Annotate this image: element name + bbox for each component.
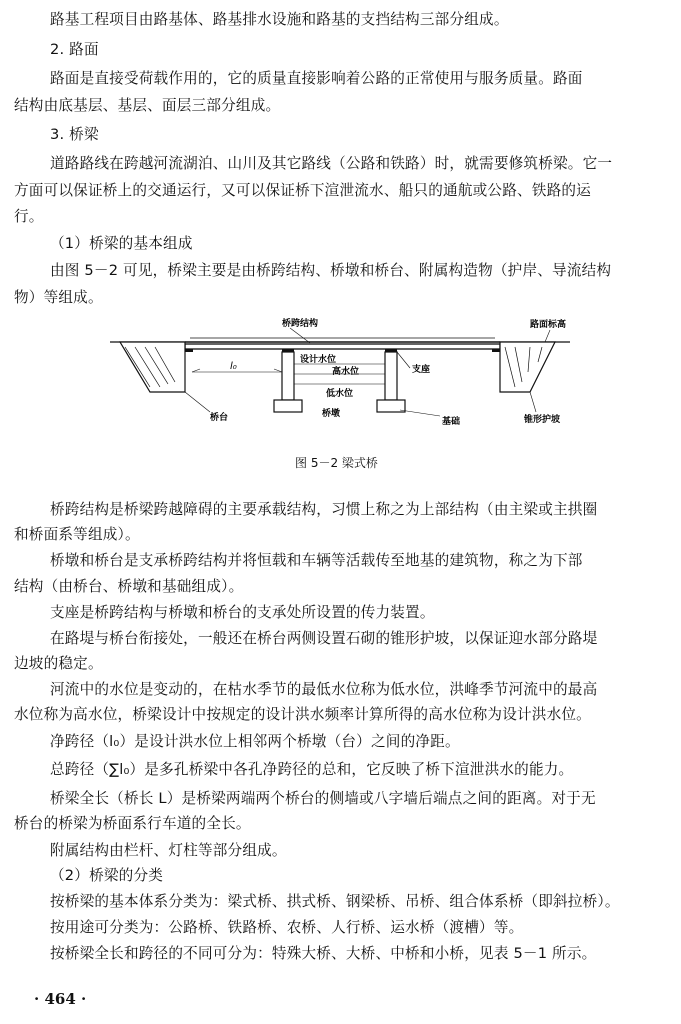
paragraph-line: 结构由底基层、基层、面层三部分组成。	[14, 97, 281, 114]
paragraph-line: 结构（由桥台、桥墩和基础组成）。	[14, 578, 244, 595]
paragraph-line: 按桥梁的基本体系分类为：梁式桥、拱式桥、钢梁桥、吊桥、组合体系桥（即斜拉桥）。	[50, 893, 620, 910]
label-foundation: 基础	[442, 417, 461, 427]
paragraph-line: 道路路线在跨越河流湖泊、山川及其它路线（公路和铁路）时，就需要修筑桥梁。它一	[50, 155, 613, 172]
paragraph-line: 总跨径（∑l₀）是多孔桥梁中各孔净跨径的总和，它反映了桥下渲泄洪水的能力。	[50, 761, 574, 778]
label-design-water-level: 设计水位	[300, 355, 337, 365]
paragraph-line: 边坡的稳定。	[14, 655, 103, 672]
paragraph-line: 按用途可分类为：公路桥、铁路桥、农桥、人行桥、运水桥（渡槽）等。	[50, 919, 524, 936]
paragraph-line: 按桥梁全长和跨径的不同可分为：特殊大桥、大桥、中桥和小桥，见表 5－1 所示。	[50, 945, 597, 962]
page-number: · 464 ·	[34, 990, 87, 1008]
section-heading: 2. 路面	[50, 41, 99, 58]
label-span-structure: 桥跨结构	[282, 319, 319, 329]
label-pier: 桥墩	[322, 409, 341, 419]
label-l0: l₀	[230, 361, 237, 372]
paragraph-line: 物）等组成。	[14, 289, 103, 306]
section-heading: 3. 桥梁	[50, 126, 99, 143]
figure-caption: 图 5－2 梁式桥	[295, 456, 378, 470]
paragraph-line: 桥梁全长（桥长 L）是桥梁两端两个桥台的侧墙或八字墙后端点之间的距离。对于无	[50, 790, 596, 807]
paragraph-line: 方面可以保证桥上的交通运行，又可以保证桥下渲泄流水、船只的通航或公路、铁路的运	[14, 182, 591, 199]
paragraph-line: 在路堤与桥台衔接处，一般还在桥台两侧设置石砌的锥形护坡，以保证迎水部分路堤	[50, 630, 598, 647]
label-deck-elevation: 路面标高	[530, 320, 567, 330]
paragraph-line: 桥墩和桥台是支承桥跨结构并将恒载和车辆等活载传至地基的建筑物，称之为下部	[50, 552, 583, 569]
paragraph-line: 和桥面系等组成）。	[14, 526, 140, 543]
paragraph-line: 净跨径（l₀）是设计洪水位上相邻两个桥墩（台）之间的净距。	[50, 733, 460, 750]
sub-heading: （1）桥梁的基本组成	[50, 235, 193, 252]
paragraph-line: 路面是直接受荷载作用的，它的质量直接影响着公路的正常使用与服务质量。路面	[50, 70, 583, 87]
paragraph-line: 附属结构由栏杆、灯柱等部分组成。	[50, 842, 287, 859]
paragraph-line: 河流中的水位是变动的，在枯水季节的最低水位称为低水位，洪峰季节河流中的最高	[50, 681, 598, 698]
paragraph-line: 路基工程项目由路基体、路基排水设施和路基的支挡结构三部分组成。	[50, 11, 509, 28]
pier-right	[385, 352, 397, 400]
paragraph-line: 支座是桥跨结构与桥墩和桥台的支承处所设置的传力装置。	[50, 604, 435, 621]
label-bearing: 支座	[412, 365, 431, 375]
pier-left	[282, 352, 294, 400]
beam-bridge-figure	[110, 312, 590, 432]
label-high-water-level: 高水位	[332, 367, 360, 377]
paragraph-line: 桥台的桥梁为桥面系行车道的全长。	[14, 815, 251, 832]
paragraph-line: 水位称为高水位，桥梁设计中按规定的设计洪水频率计算所得的高水位称为设计洪水位。	[14, 706, 591, 723]
sub-heading: （2）桥梁的分类	[50, 867, 164, 884]
paragraph-line: 桥跨结构是桥梁跨越障碍的主要承载结构，习惯上称之为上部结构（由主梁或主拱圈	[50, 501, 598, 518]
label-low-water-level: 低水位	[326, 389, 354, 399]
label-cone-slope: 锥形护坡	[524, 415, 561, 425]
paragraph-line: 行。	[14, 208, 44, 225]
paragraph-line: 由图 5－2 可见，桥梁主要是由桥跨结构、桥墩和桥台、附属构造物（护岸、导流结构	[50, 262, 612, 279]
label-abutment: 桥台	[210, 413, 229, 423]
